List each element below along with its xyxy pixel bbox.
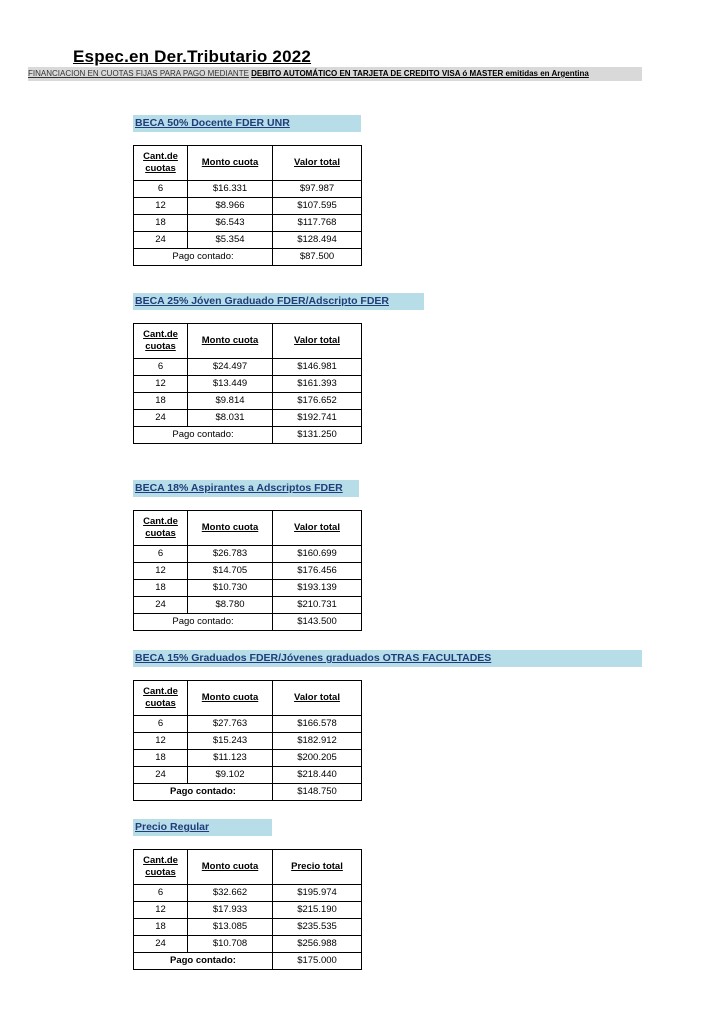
cell-monto: $9.102 xyxy=(188,767,273,784)
col-header-total: Valor total xyxy=(273,146,362,181)
table-row xyxy=(134,733,362,750)
cell-total: $193.139 xyxy=(273,580,362,597)
section-title: BECA 50% Docente FDER UNR xyxy=(133,115,361,132)
cell-cuotas: 18 xyxy=(134,580,188,597)
cell-cuotas: 12 xyxy=(134,376,188,393)
cell-monto: $5.354 xyxy=(188,232,273,249)
pago-contado-label: Pago contado: xyxy=(134,953,273,970)
table-row xyxy=(134,936,362,953)
cell-monto: $10.730 xyxy=(188,580,273,597)
financing-subtitle xyxy=(28,67,642,81)
col-header-cuotas: Cant.de cuotas xyxy=(134,681,188,716)
table-row xyxy=(134,198,362,215)
table-header-row xyxy=(134,146,362,181)
table-header-row xyxy=(134,324,362,359)
installments-table xyxy=(133,849,362,970)
cell-monto: $32.662 xyxy=(188,885,273,902)
table-row xyxy=(134,902,362,919)
col-header-total: Valor total xyxy=(273,681,362,716)
cell-monto: $26.783 xyxy=(188,546,273,563)
table-row xyxy=(134,181,362,198)
section-beca-15 xyxy=(133,650,642,801)
cell-total: $146.981 xyxy=(273,359,362,376)
table-row xyxy=(134,580,362,597)
cell-total: $117.768 xyxy=(273,215,362,232)
cell-monto: $8.031 xyxy=(188,410,273,427)
cell-cuotas: 6 xyxy=(134,885,188,902)
table-row xyxy=(134,376,362,393)
cell-monto: $11.123 xyxy=(188,750,273,767)
cell-monto: $8.966 xyxy=(188,198,273,215)
cell-cuotas: 24 xyxy=(134,936,188,953)
table-footer-row xyxy=(134,249,362,266)
col-header-cuotas: Cant.de cuotas xyxy=(134,324,188,359)
cell-total: $160.699 xyxy=(273,546,362,563)
col-header-total: Precio total xyxy=(273,850,362,885)
table-footer-row xyxy=(134,614,362,631)
col-header-monto: Monto cuota xyxy=(188,850,273,885)
pago-contado-value: $175.000 xyxy=(273,953,362,970)
section-title: BECA 15% Graduados FDER/Jóvenes graduados OTRAS FACULTADES xyxy=(133,650,642,667)
table-row xyxy=(134,885,362,902)
table-footer-row xyxy=(134,427,362,444)
cell-monto: $13.449 xyxy=(188,376,273,393)
cell-monto: $24.497 xyxy=(188,359,273,376)
table-row xyxy=(134,597,362,614)
cell-monto: $10.708 xyxy=(188,936,273,953)
pago-contado-label: Pago contado: xyxy=(134,249,273,266)
table-row xyxy=(134,410,362,427)
installments-table xyxy=(133,323,362,444)
pago-contado-value: $143.500 xyxy=(273,614,362,631)
table-row xyxy=(134,767,362,784)
document-title: Espec.en Der.Tributario 2022 xyxy=(73,47,312,66)
cell-cuotas: 12 xyxy=(134,198,188,215)
cell-monto: $9.814 xyxy=(188,393,273,410)
cell-monto: $6.543 xyxy=(188,215,273,232)
col-header-monto: Monto cuota xyxy=(188,324,273,359)
col-header-total: Valor total xyxy=(273,511,362,546)
cell-cuotas: 24 xyxy=(134,410,188,427)
table-header-row xyxy=(134,511,362,546)
pago-contado-value: $87.500 xyxy=(273,249,362,266)
cell-total: $182.912 xyxy=(273,733,362,750)
cell-cuotas: 6 xyxy=(134,546,188,563)
table-row xyxy=(134,232,362,249)
cell-cuotas: 24 xyxy=(134,597,188,614)
cell-cuotas: 18 xyxy=(134,750,188,767)
col-header-cuotas: Cant.de cuotas xyxy=(134,511,188,546)
cell-total: $210.731 xyxy=(273,597,362,614)
table-row xyxy=(134,215,362,232)
col-header-cuotas: Cant.de cuotas xyxy=(134,850,188,885)
cell-total: $176.652 xyxy=(273,393,362,410)
cell-cuotas: 12 xyxy=(134,733,188,750)
cell-total: $128.494 xyxy=(273,232,362,249)
cell-monto: $15.243 xyxy=(188,733,273,750)
pago-contado-label: Pago contado: xyxy=(134,427,273,444)
cell-monto: $13.085 xyxy=(188,919,273,936)
table-row xyxy=(134,919,362,936)
col-header-monto: Monto cuota xyxy=(188,146,273,181)
cell-total: $97.987 xyxy=(273,181,362,198)
cell-cuotas: 6 xyxy=(134,359,188,376)
cell-monto: $27.763 xyxy=(188,716,273,733)
table-row xyxy=(134,750,362,767)
cell-total: $166.578 xyxy=(273,716,362,733)
table-header-row xyxy=(134,850,362,885)
col-header-cuotas: Cant.de cuotas xyxy=(134,146,188,181)
section-beca-25 xyxy=(133,293,424,444)
table-footer-row xyxy=(134,953,362,970)
section-precio-regular xyxy=(133,819,362,970)
col-header-monto: Monto cuota xyxy=(188,511,273,546)
cell-cuotas: 12 xyxy=(134,902,188,919)
installments-table xyxy=(133,510,362,631)
cell-total: $192.741 xyxy=(273,410,362,427)
pago-contado-label: Pago contado: xyxy=(134,614,273,631)
cell-cuotas: 24 xyxy=(134,232,188,249)
cell-total: $161.393 xyxy=(273,376,362,393)
cell-cuotas: 6 xyxy=(134,181,188,198)
table-row xyxy=(134,563,362,580)
cell-monto: $14.705 xyxy=(188,563,273,580)
cell-cuotas: 18 xyxy=(134,215,188,232)
subtitle-prefix: FINANCIACION EN CUOTAS FIJAS PARA PAGO MEDIANTE xyxy=(28,69,249,78)
cell-total: $200.205 xyxy=(273,750,362,767)
col-header-monto: Monto cuota xyxy=(188,681,273,716)
table-row xyxy=(134,393,362,410)
cell-total: $176.456 xyxy=(273,563,362,580)
section-title: Precio Regular xyxy=(133,819,272,836)
cell-monto: $17.933 xyxy=(188,902,273,919)
installments-table xyxy=(133,145,362,266)
table-footer-row xyxy=(134,784,362,801)
section-beca-50 xyxy=(133,115,362,266)
installments-table xyxy=(133,680,362,801)
pago-contado-label: Pago contado: xyxy=(134,784,273,801)
cell-total: $195.974 xyxy=(273,885,362,902)
cell-total: $107.595 xyxy=(273,198,362,215)
subtitle-main: DEBITO AUTOMÁTICO EN TARJETA DE CREDITO VISA ó MASTER emitidas en Argentina xyxy=(251,69,589,78)
section-title: BECA 18% Aspirantes a Adscriptos FDER xyxy=(133,480,359,497)
cell-total: $218.440 xyxy=(273,767,362,784)
cell-cuotas: 24 xyxy=(134,767,188,784)
cell-monto: $16.331 xyxy=(188,181,273,198)
pago-contado-value: $131.250 xyxy=(273,427,362,444)
cell-total: $256.988 xyxy=(273,936,362,953)
cell-total: $215.190 xyxy=(273,902,362,919)
pago-contado-value: $148.750 xyxy=(273,784,362,801)
cell-cuotas: 6 xyxy=(134,716,188,733)
cell-monto: $8.780 xyxy=(188,597,273,614)
cell-cuotas: 18 xyxy=(134,393,188,410)
table-row xyxy=(134,716,362,733)
table-row xyxy=(134,546,362,563)
section-title: BECA 25% Jóven Graduado FDER/Adscripto FDER xyxy=(133,293,424,310)
section-beca-18 xyxy=(133,480,362,631)
table-header-row xyxy=(134,681,362,716)
cell-cuotas: 18 xyxy=(134,919,188,936)
col-header-total: Valor total xyxy=(273,324,362,359)
cell-total: $235.535 xyxy=(273,919,362,936)
table-row xyxy=(134,359,362,376)
cell-cuotas: 12 xyxy=(134,563,188,580)
